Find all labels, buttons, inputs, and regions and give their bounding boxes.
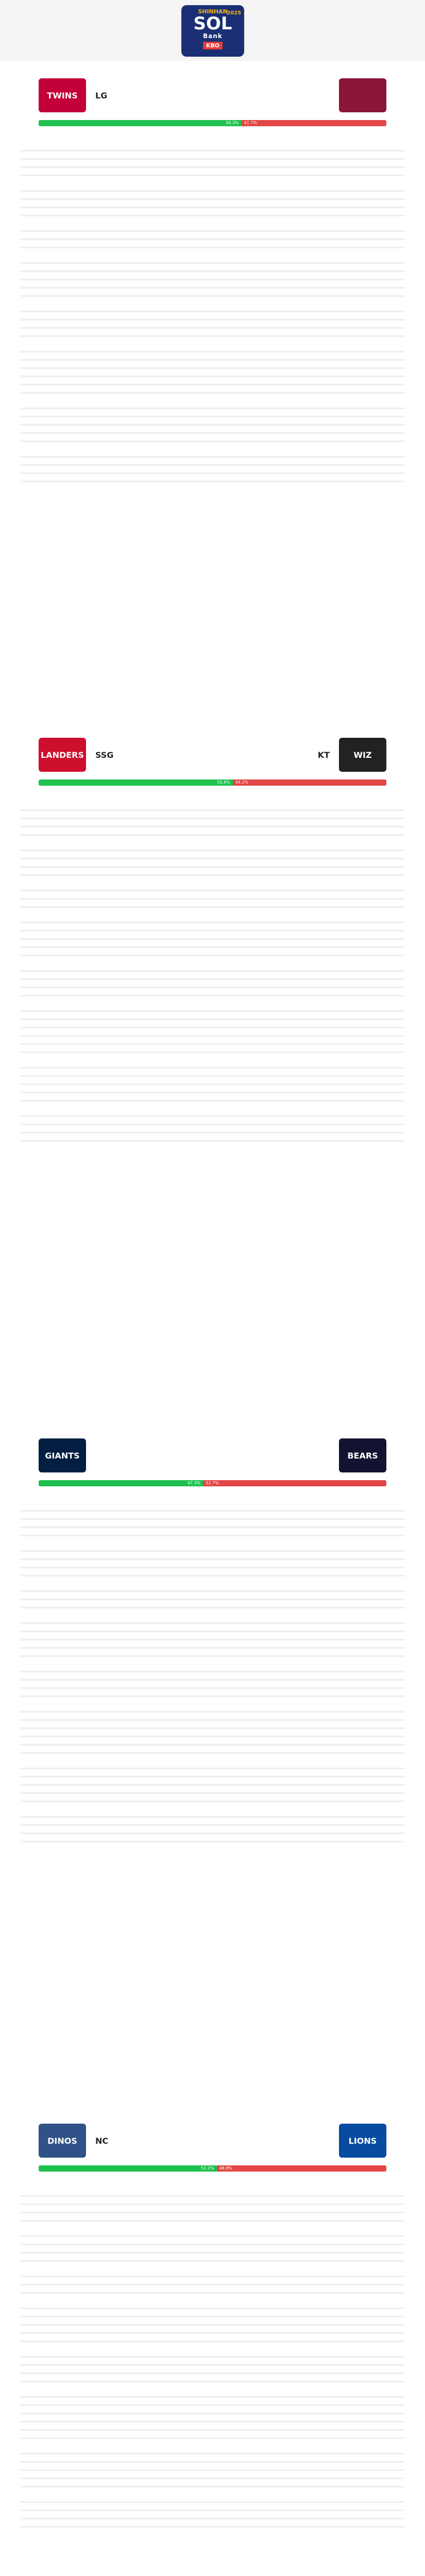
brand-mid: SOL <box>193 13 232 34</box>
analysis-paragraph <box>21 883 404 908</box>
win-probability-bar <box>39 2165 386 2172</box>
pick-line <box>21 1181 404 1191</box>
home-team-logo <box>39 1438 86 1472</box>
away-team-logo <box>339 78 386 112</box>
betting-pick-box <box>21 490 404 532</box>
analysis-paragraph <box>21 401 404 442</box>
analysis-paragraph <box>21 2229 404 2262</box>
analysis-paragraph <box>21 1060 404 1101</box>
analysis-paragraph <box>21 256 404 297</box>
away-team <box>320 1438 386 1472</box>
analysis-paragraph <box>21 1809 404 1842</box>
match-section <box>0 61 425 720</box>
home-team <box>39 1438 105 1472</box>
analysis-paragraph <box>21 224 404 248</box>
analysis-paragraph <box>21 1544 404 1577</box>
home-team-name: NC <box>95 2136 109 2146</box>
home-team-name: LG <box>95 90 108 100</box>
analysis-paragraph <box>21 143 404 176</box>
analysis-paragraph <box>21 2446 404 2487</box>
analysis-paragraph <box>21 843 404 876</box>
match-list <box>0 61 425 2576</box>
analysis-body <box>0 2179 425 2576</box>
home-probability: 47.3% <box>39 1480 203 1486</box>
win-probability-bar <box>39 120 386 126</box>
pick-line <box>21 521 404 532</box>
betting-pick-box <box>21 1851 404 1892</box>
analysis-body <box>0 793 425 1191</box>
analysis-paragraph <box>21 1761 404 1802</box>
home-probability: 55.8% <box>39 779 233 786</box>
analysis-paragraph <box>21 803 404 836</box>
brand-bank: Bank <box>203 32 223 40</box>
analysis-paragraph <box>21 1109 404 1142</box>
analysis-paragraph <box>21 449 404 482</box>
pick-line <box>21 2556 404 2567</box>
home-team-logo <box>39 2124 86 2158</box>
pick-line <box>21 2546 404 2556</box>
away-probability: 48.8% <box>217 2165 386 2172</box>
analysis-paragraph <box>21 1503 404 1536</box>
analysis-paragraph <box>21 2389 404 2439</box>
pick-line <box>21 1160 404 1171</box>
matchup-header <box>0 61 425 127</box>
home-team <box>39 78 116 112</box>
away-logo-text: LIONS <box>348 2136 377 2146</box>
brand-year: 2025 <box>227 10 241 16</box>
analysis-paragraph <box>21 183 404 216</box>
analysis-paragraph <box>21 963 404 996</box>
betting-pick-box <box>21 2536 404 2576</box>
analysis-body <box>0 1494 425 1892</box>
pick-line <box>21 1851 404 1861</box>
away-team-name: KT <box>317 750 330 760</box>
analysis-paragraph <box>21 2189 404 2222</box>
home-team-logo <box>39 78 86 112</box>
win-probability-bar <box>39 779 386 786</box>
analysis-paragraph <box>21 1704 404 1754</box>
analysis-paragraph <box>21 1584 404 1608</box>
analysis-body <box>0 134 425 532</box>
pick-line <box>21 1861 404 1871</box>
pick-line <box>21 1871 404 1882</box>
pick-line <box>21 2567 404 2576</box>
match-section <box>0 720 425 1421</box>
pick-line <box>21 1171 404 1181</box>
betting-pick-box <box>21 1150 404 1191</box>
analysis-paragraph <box>21 1664 404 1697</box>
away-team <box>320 78 386 112</box>
away-probability: 44.2% <box>233 779 386 786</box>
home-team <box>39 738 123 772</box>
away-probability: 41.7% <box>242 120 386 126</box>
away-logo-text: WIZ <box>353 750 372 760</box>
away-team-logo <box>339 2124 386 2158</box>
home-logo-text: TWINS <box>47 90 78 100</box>
away-probability: 52.7% <box>203 1480 386 1486</box>
analysis-paragraph <box>21 344 404 394</box>
away-team-logo <box>339 1438 386 1472</box>
pick-line <box>21 490 404 501</box>
home-team-logo <box>39 738 86 772</box>
match-section <box>0 1421 425 2106</box>
brand-league: KBO <box>203 42 223 49</box>
away-logo-text: BEARS <box>347 1450 378 1461</box>
analysis-paragraph <box>21 915 404 956</box>
home-probability: 51.2% <box>39 2165 217 2172</box>
analysis-paragraph <box>21 304 404 337</box>
win-probability-bar <box>39 1480 386 1486</box>
analysis-paragraph <box>21 2269 404 2294</box>
away-team-logo <box>339 738 386 772</box>
home-logo-text: GIANTS <box>45 1450 80 1461</box>
matchup-header <box>0 1421 425 1487</box>
analysis-paragraph <box>21 2301 404 2342</box>
header-banner <box>0 0 425 61</box>
kbo-league-logo <box>181 5 244 57</box>
home-probability: 58.3% <box>39 120 242 126</box>
pick-line <box>21 501 404 511</box>
brand-top: SHINHAN <box>198 8 228 15</box>
away-team <box>309 738 386 772</box>
pick-line <box>21 511 404 521</box>
pick-line <box>21 2536 404 2546</box>
away-team <box>320 2124 386 2158</box>
analysis-paragraph <box>21 2495 404 2528</box>
pick-line <box>21 1882 404 1892</box>
home-logo-text: DINOS <box>47 2136 77 2146</box>
analysis-paragraph <box>21 1616 404 1657</box>
pick-line <box>21 1150 404 1160</box>
analysis-paragraph <box>21 2349 404 2382</box>
matchup-header <box>0 2106 425 2172</box>
home-team-name: SSG <box>95 750 114 760</box>
matchup-header <box>0 720 425 786</box>
home-team <box>39 2124 117 2158</box>
analysis-paragraph <box>21 1004 404 1053</box>
home-logo-text: LANDERS <box>40 750 84 760</box>
match-section <box>0 2106 425 2576</box>
